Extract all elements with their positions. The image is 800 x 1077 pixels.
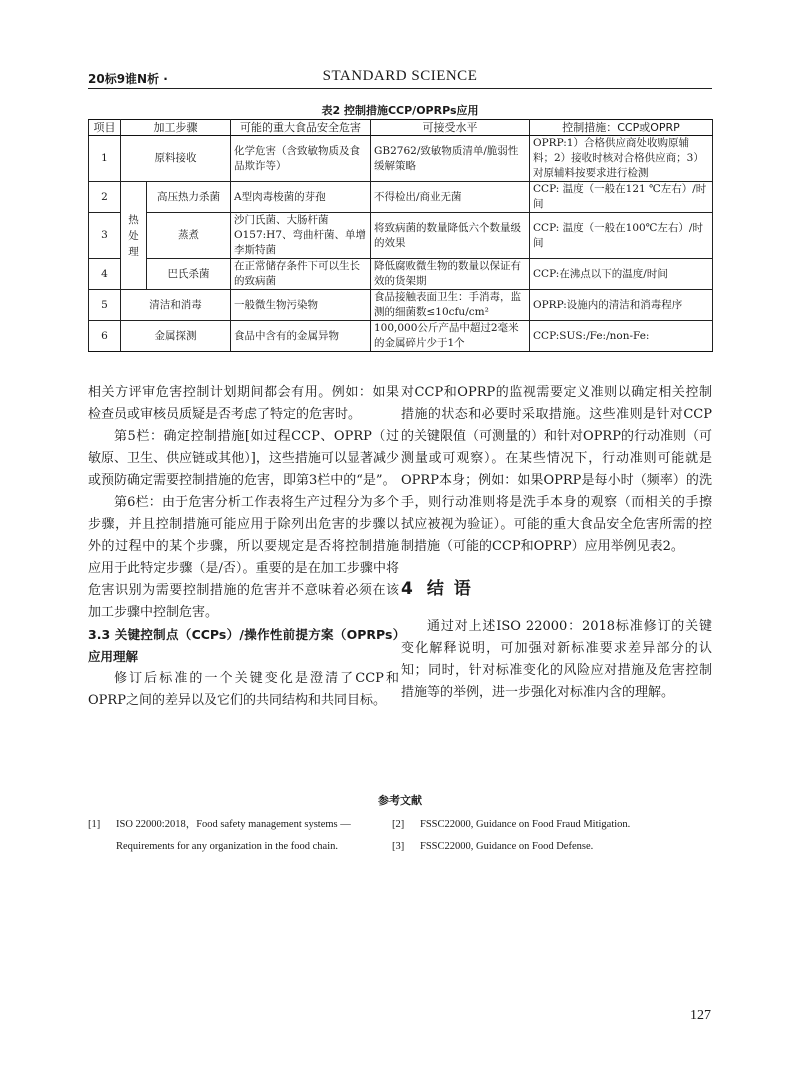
header-hazard: 可能的重大食品安全危害 [231,120,371,136]
row-hazard: 在正常储存条件下可以生长的致病菌 [231,259,371,290]
row-step: 原料接收 [121,136,231,182]
table-row [89,136,713,182]
body-column-right [401,382,712,704]
header-control: 控制措施：CCP或OPRP [530,120,713,136]
header-item: 项目 [89,120,121,136]
row-number: 6 [89,321,121,352]
table-header-row [89,120,713,136]
row-control: CCP: 温度（一般在121 ℃左右）/时间 [530,182,713,213]
reference-text: FSSC22000, Guidance on Food Fraud Mitigation. [420,819,631,830]
page-number: 127 [690,1008,711,1023]
row-hazard: 沙门氏菌、大肠杆菌O157:H7、弯曲杆菌、单增李斯特菌 [231,213,371,259]
row-level: 降低腐败微生物的数量以保证有效的货架期 [371,259,530,290]
row-control: CCP:在沸点以下的温度/时间 [530,259,713,290]
row-control: CCP: 温度（一般在100℃左右）/时间 [530,213,713,259]
row-control: CCP:SUS:/Fe:/non-Fe: [530,321,713,352]
table-row [89,182,713,213]
row-level: GB2762/致敏物质清单/脆弱性缓解策略 [371,136,530,182]
paragraph: 修订后标准的一个关键变化是澄清了CCP和OPRP之间的差异以及它们的共同结构和共同目标。 [88,671,399,708]
journal-header-left: 20标9谁N析 · [88,72,168,86]
ccp-oprp-table [88,119,713,352]
row-step: 高压热力杀菌 [147,182,231,213]
subsection-heading: 3.3 关键控制点（CCPs）/操作性前提方案（OPRPs）应用理解 [88,627,399,664]
row-step: 金属探测 [121,321,231,352]
row-hazard: 食品中含有的金属异物 [231,321,371,352]
row-control: OPRP:1）合格供应商处收购原辅料；2）接收时核对合格供应商；3）对原辅料按要求进行检测 [530,136,713,182]
row-level: 不得检出/商业无菌 [371,182,530,213]
row-number: 5 [89,290,121,321]
header-step: 加工步骤 [121,120,231,136]
row-step: 蒸煮 [147,213,231,259]
row-hazard: 化学危害（含致敏物质及食品欺诈等） [231,136,371,182]
section-title: 结 语 [426,579,473,599]
table-row [89,259,713,290]
group-label-cell [121,182,147,290]
table-row [89,290,713,321]
paragraph: 第6栏：由于危害分析工作表将生产过程分为多个步骤，并且控制措施可能应用于除列出危害的步骤以外的过程中的某个步骤，所以要规定是否将控制措施应用于此特定步骤（是/否）。重要的是在加工步骤中将危害识别为需要控制措施的危害并不意味着必须在该加工步骤中控制危害。 [88,495,399,620]
section-number: 4 [401,579,415,599]
row-number: 1 [89,136,121,182]
reference-item [88,818,388,854]
reference-item [392,818,712,832]
header-level: 可接受水平 [371,120,530,136]
row-number: 2 [89,182,121,213]
row-step: 清洁和消毒 [121,290,231,321]
row-hazard: 一般微生物污染物 [231,290,371,321]
row-control: OPRP:设施内的清洁和消毒程序 [530,290,713,321]
references-title: 参考文献 [378,794,422,807]
reference-number: [3] [392,841,405,852]
reference-number: [2] [392,819,405,830]
paragraph: 对CCP和OPRP的监视需要定义准则以确定相关控制措施的状态和必要时采取措施。这些准则是针对CCP的关键限值（可测量的）和针对OPRP的行动准则（可测量或可观察）。在某些情况下，行动准则可能就是OPRP本身；例如：如果OPRP是每小时（频率）的洗手，则行动准则将是洗手本身的观察（而相关的手擦拭应被视为验证）。可能的重大食品安全危害所需的控制措施（可能的CCP和OPRP）应用举例见表2。 [401,385,712,554]
reference-text: FSSC22000, Guidance on Food Defense. [420,841,594,852]
reference-number: [1] [88,819,101,830]
row-number: 4 [89,259,121,290]
section-heading [401,578,712,600]
group-label-heat-treatment: 热处理 [128,213,139,258]
paragraph: 第5栏：确定控制措施[如过程CCP、OPRP（过敏原、卫生、供应链或其他）]，这些措施可以显著减少或预防确定需要控制措施的危害，即第3栏中的“是”。 [88,429,399,488]
table-row [89,213,713,259]
reference-item [392,840,712,854]
row-number: 3 [89,213,121,259]
table-caption: 表2 控制措施CCP/OPRPs应用 [321,104,479,117]
reference-text-continued: Requirements for any organization in the food chain. [116,841,338,852]
paragraph: 相关方评审危害控制计划期间都会有用。例如：如果检查员或审核员质疑是否考虑了特定的危害时。 [88,385,399,422]
table-row [89,321,713,352]
journal-header-title: STANDARD SCIENCE [322,68,478,84]
paragraph: 通过对上述ISO 22000：2018标准修订的关键变化解释说明，可加强对新标准要求差异部分的认知；同时，针对标准变化的风险应对措施及危害控制措施等的举例，进一步强化对标准内含的理解。 [401,619,712,700]
row-level: 将致病菌的数量降低六个数量级的效果 [371,213,530,259]
row-level: 100,000公斤产品中超过2毫米的金属碎片少于1个 [371,321,530,352]
row-step: 巴氏杀菌 [147,259,231,290]
header-divider [88,88,712,89]
reference-text: ISO 22000:2018，Food safety management systems — [116,819,351,830]
row-level: 食品接触表面卫生：手消毒，监测的细菌数≤10cfu/cm² [371,290,530,321]
body-column-left [88,382,399,712]
row-hazard: A型肉毒梭菌的芽孢 [231,182,371,213]
